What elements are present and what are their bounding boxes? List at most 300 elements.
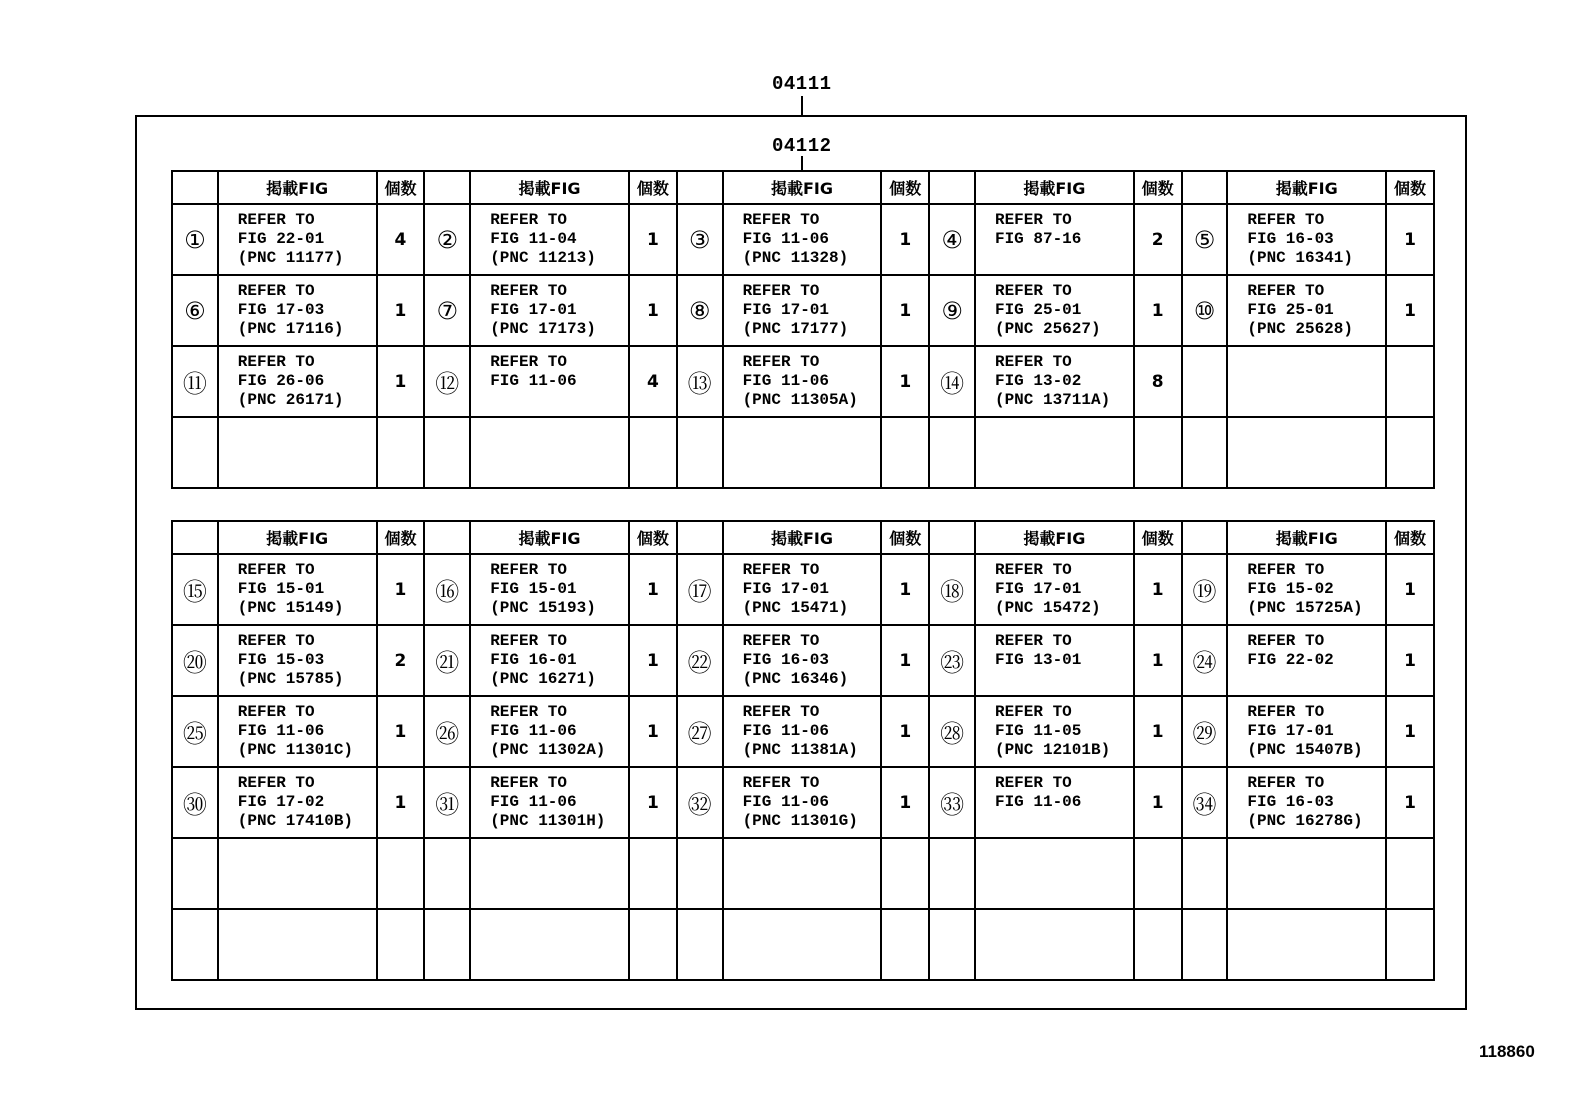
quantity: 1 xyxy=(881,767,929,838)
fig-reference-line: FIG 11-06 xyxy=(742,793,829,811)
fig-reference-line xyxy=(1247,935,1385,954)
fig-reference xyxy=(470,417,629,488)
fig-reference xyxy=(470,625,629,696)
quantity: 1 xyxy=(1134,275,1182,346)
header-fig: 掲載FIG xyxy=(1227,171,1386,204)
fig-reference xyxy=(723,625,882,696)
quantity xyxy=(629,417,677,488)
label-04111: 04111 xyxy=(772,73,832,95)
fig-reference-line: (PNC 16346) xyxy=(742,670,849,688)
fig-reference-line xyxy=(743,935,881,954)
fig-reference-line xyxy=(1247,670,1385,689)
fig-reference-line: (PNC 26171) xyxy=(237,391,344,409)
table-row xyxy=(172,625,1434,696)
header-qty: 個数 xyxy=(1134,171,1182,204)
fig-reference-line: REFER TO xyxy=(237,774,315,792)
fig-reference-line: REFER TO xyxy=(994,561,1072,579)
fig-reference xyxy=(975,346,1134,417)
fig-reference-line: REFER TO xyxy=(1247,211,1325,229)
fig-reference xyxy=(1227,204,1386,275)
header-qty: 個数 xyxy=(1386,521,1434,554)
quantity: 2 xyxy=(377,625,425,696)
quantity xyxy=(377,838,425,909)
quantity: 1 xyxy=(1386,204,1434,275)
item-number: ⑰ xyxy=(677,554,723,625)
fig-reference-line xyxy=(743,864,881,883)
fig-reference-line xyxy=(490,916,628,935)
fig-reference-line xyxy=(238,916,376,935)
fig-reference-line: (PNC 11213) xyxy=(490,249,596,267)
quantity: 1 xyxy=(1386,767,1434,838)
header-qty: 個数 xyxy=(629,171,677,204)
quantity xyxy=(377,909,425,980)
quantity: 1 xyxy=(377,767,425,838)
fig-reference-line xyxy=(995,864,1133,883)
item-number xyxy=(424,417,470,488)
fig-reference-line: REFER TO xyxy=(742,632,820,650)
fig-reference-line: FIG 87-16 xyxy=(994,230,1082,248)
quantity: 1 xyxy=(1386,275,1434,346)
quantity xyxy=(881,417,929,488)
fig-reference-line xyxy=(1247,391,1385,410)
fig-reference xyxy=(218,696,377,767)
fig-reference xyxy=(975,417,1134,488)
fig-reference-line xyxy=(238,954,376,973)
item-number: ㉞ xyxy=(1182,767,1228,838)
fig-reference xyxy=(470,696,629,767)
fig-reference xyxy=(975,909,1134,980)
item-number: ⑲ xyxy=(1182,554,1228,625)
header-index-cell xyxy=(1182,171,1228,204)
header-fig: 掲載FIG xyxy=(723,521,882,554)
fig-reference-line xyxy=(1247,353,1385,372)
fig-reference-line: REFER TO xyxy=(490,703,567,721)
item-number: ㉜ xyxy=(677,767,723,838)
quantity: 1 xyxy=(1134,767,1182,838)
fig-reference-line xyxy=(743,845,881,864)
header-qty: 個数 xyxy=(1386,171,1434,204)
header-fig: 掲載FIG xyxy=(1227,521,1386,554)
fig-reference xyxy=(975,204,1134,275)
fig-reference-line xyxy=(743,883,881,902)
quantity: 1 xyxy=(377,346,425,417)
fig-reference xyxy=(723,204,882,275)
fig-reference-line xyxy=(1247,424,1385,443)
leader-line-inner xyxy=(801,156,803,170)
fig-reference-line: REFER TO xyxy=(490,282,567,300)
fig-reference-line xyxy=(995,443,1133,462)
fig-reference-line xyxy=(490,864,628,883)
fig-reference-line: (PNC 12101B) xyxy=(994,741,1111,759)
fig-reference-line: REFER TO xyxy=(490,774,567,792)
fig-reference-line: (PNC 25628) xyxy=(1247,320,1353,338)
fig-reference-line: (PNC 11301H) xyxy=(490,812,606,830)
item-number xyxy=(677,838,723,909)
fig-reference xyxy=(723,767,882,838)
fig-reference-line: REFER TO xyxy=(1247,774,1325,792)
fig-reference-line: FIG 16-01 xyxy=(490,651,577,669)
fig-reference xyxy=(723,275,882,346)
item-number: ⑪ xyxy=(172,346,218,417)
quantity: 1 xyxy=(1134,625,1182,696)
fig-reference-line: (PNC 13711A) xyxy=(994,391,1111,409)
parts-table-1 xyxy=(171,170,1435,489)
fig-reference-line: (PNC 16278G) xyxy=(1247,812,1363,830)
fig-reference-line: REFER TO xyxy=(237,561,315,579)
fig-reference-line: FIG 16-03 xyxy=(1247,230,1334,248)
fig-reference xyxy=(1227,696,1386,767)
quantity: 1 xyxy=(1386,554,1434,625)
fig-reference-line: (PNC 17177) xyxy=(742,320,849,338)
header-index-cell xyxy=(1182,521,1228,554)
item-number xyxy=(929,417,975,488)
header-fig: 掲載FIG xyxy=(470,521,629,554)
fig-reference-line: FIG 11-06 xyxy=(490,372,577,390)
fig-reference-line xyxy=(995,812,1133,831)
fig-reference xyxy=(975,696,1134,767)
quantity: 4 xyxy=(629,346,677,417)
header-index-cell xyxy=(929,171,975,204)
fig-reference-line: (PNC 11381A) xyxy=(742,741,858,759)
fig-reference-line xyxy=(995,883,1133,902)
fig-reference-line: REFER TO xyxy=(490,561,567,579)
fig-reference xyxy=(218,204,377,275)
fig-reference-line: FIG 26-06 xyxy=(237,372,325,390)
item-number: ㉗ xyxy=(677,696,723,767)
quantity xyxy=(1386,346,1434,417)
quantity: 1 xyxy=(1386,625,1434,696)
fig-reference xyxy=(1227,275,1386,346)
fig-reference-line xyxy=(1247,845,1385,864)
fig-reference-line: REFER TO xyxy=(742,282,820,300)
item-number: ⑬ xyxy=(677,346,723,417)
fig-reference xyxy=(1227,767,1386,838)
item-number: ① xyxy=(172,204,218,275)
item-number xyxy=(172,909,218,980)
fig-reference-line: (PNC 15471) xyxy=(742,599,849,617)
item-number xyxy=(929,838,975,909)
header-fig: 掲載FIG xyxy=(218,171,377,204)
header-qty: 個数 xyxy=(881,171,929,204)
table-row xyxy=(172,838,1434,909)
quantity: 1 xyxy=(377,275,425,346)
header-row xyxy=(172,521,1434,554)
table-row xyxy=(172,275,1434,346)
fig-reference-line: (PNC 15149) xyxy=(237,599,344,617)
header-fig: 掲載FIG xyxy=(975,521,1134,554)
fig-reference-line xyxy=(995,670,1133,689)
table-row xyxy=(172,554,1434,625)
item-number xyxy=(172,838,218,909)
fig-reference-line: REFER TO xyxy=(237,353,315,371)
item-number: ⑭ xyxy=(929,346,975,417)
fig-reference-line: FIG 11-06 xyxy=(994,793,1082,811)
item-number: ㉑ xyxy=(424,625,470,696)
item-number: ⑱ xyxy=(929,554,975,625)
item-number: ⑫ xyxy=(424,346,470,417)
quantity: 1 xyxy=(881,554,929,625)
fig-reference-line xyxy=(490,443,628,462)
fig-reference-line xyxy=(238,845,376,864)
item-number: ⑯ xyxy=(424,554,470,625)
header-index-cell xyxy=(172,521,218,554)
fig-reference-line: (PNC 15785) xyxy=(237,670,344,688)
fig-reference-line xyxy=(238,424,376,443)
header-index-cell xyxy=(677,521,723,554)
fig-reference-line xyxy=(995,249,1133,268)
item-number xyxy=(1182,346,1228,417)
header-index-cell xyxy=(677,171,723,204)
quantity: 1 xyxy=(629,767,677,838)
fig-reference-line: FIG 22-02 xyxy=(1247,651,1334,669)
fig-reference-line: (PNC 16341) xyxy=(1247,249,1353,267)
fig-reference-line: REFER TO xyxy=(742,211,820,229)
fig-reference xyxy=(470,838,629,909)
fig-reference xyxy=(975,625,1134,696)
quantity: 1 xyxy=(881,625,929,696)
fig-reference-line: REFER TO xyxy=(994,353,1072,371)
fig-reference-line xyxy=(995,845,1133,864)
fig-reference xyxy=(218,767,377,838)
fig-reference xyxy=(723,346,882,417)
header-index-cell xyxy=(424,171,470,204)
header-index-cell xyxy=(172,171,218,204)
fig-reference-line xyxy=(743,916,881,935)
fig-reference-line: REFER TO xyxy=(1247,561,1325,579)
fig-reference-line xyxy=(1247,372,1385,391)
fig-reference-line: REFER TO xyxy=(994,282,1072,300)
fig-reference xyxy=(470,275,629,346)
item-number: ㉝ xyxy=(929,767,975,838)
fig-reference-line: (PNC 11301G) xyxy=(742,812,858,830)
fig-reference xyxy=(470,204,629,275)
item-number xyxy=(677,417,723,488)
fig-reference xyxy=(1227,838,1386,909)
item-number: ⑨ xyxy=(929,275,975,346)
fig-reference-line xyxy=(995,935,1133,954)
fig-reference-line: FIG 17-01 xyxy=(1247,722,1334,740)
fig-reference xyxy=(723,696,882,767)
table-row xyxy=(172,767,1434,838)
fig-reference-line xyxy=(490,391,628,410)
fig-reference-line: (PNC 11302A) xyxy=(490,741,606,759)
fig-reference-line: FIG 11-06 xyxy=(237,722,325,740)
fig-reference-line xyxy=(238,443,376,462)
fig-reference-line: (PNC 25627) xyxy=(994,320,1101,338)
fig-reference-line: FIG 15-03 xyxy=(237,651,325,669)
fig-reference xyxy=(1227,554,1386,625)
fig-reference-line: REFER TO xyxy=(994,774,1072,792)
item-number: ② xyxy=(424,204,470,275)
fig-reference-line xyxy=(1247,462,1385,481)
fig-reference-line xyxy=(743,443,881,462)
header-row xyxy=(172,171,1434,204)
item-number: ㉚ xyxy=(172,767,218,838)
fig-reference-line: REFER TO xyxy=(490,632,567,650)
fig-reference-line: REFER TO xyxy=(490,353,567,371)
fig-reference-line xyxy=(1247,443,1385,462)
fig-reference-line: (PNC 11301C) xyxy=(237,741,354,759)
header-qty: 個数 xyxy=(377,521,425,554)
fig-reference xyxy=(470,767,629,838)
fig-reference-line: FIG 11-06 xyxy=(742,230,829,248)
fig-reference-line: REFER TO xyxy=(237,703,315,721)
quantity xyxy=(881,838,929,909)
fig-reference-line: FIG 17-01 xyxy=(742,301,829,319)
item-number: ㉓ xyxy=(929,625,975,696)
fig-reference xyxy=(218,275,377,346)
quantity xyxy=(1386,417,1434,488)
fig-reference-line xyxy=(490,954,628,973)
fig-reference-line xyxy=(490,462,628,481)
quantity: 1 xyxy=(881,204,929,275)
fig-reference-line: FIG 22-01 xyxy=(237,230,325,248)
parts-table-2 xyxy=(171,520,1435,981)
item-number: ㉒ xyxy=(677,625,723,696)
fig-reference-line: REFER TO xyxy=(237,211,315,229)
item-number xyxy=(172,417,218,488)
fig-reference xyxy=(723,554,882,625)
fig-reference-line: REFER TO xyxy=(994,703,1072,721)
item-number: ③ xyxy=(677,204,723,275)
fig-reference-line: FIG 11-05 xyxy=(994,722,1082,740)
table-row xyxy=(172,417,1434,488)
fig-reference-line: (PNC 15193) xyxy=(490,599,596,617)
fig-reference-line: FIG 16-03 xyxy=(1247,793,1334,811)
fig-reference-line xyxy=(238,935,376,954)
fig-reference-line: (PNC 16271) xyxy=(490,670,596,688)
quantity: 1 xyxy=(629,204,677,275)
item-number xyxy=(424,838,470,909)
fig-reference-line: REFER TO xyxy=(1247,632,1325,650)
item-number: ㉙ xyxy=(1182,696,1228,767)
table-row xyxy=(172,696,1434,767)
header-fig: 掲載FIG xyxy=(723,171,882,204)
table-row xyxy=(172,909,1434,980)
fig-reference-line: FIG 17-01 xyxy=(490,301,577,319)
fig-reference-line: FIG 17-01 xyxy=(742,580,829,598)
fig-reference-line: (PNC 11305A) xyxy=(742,391,858,409)
fig-reference xyxy=(1227,346,1386,417)
fig-reference-line: (PNC 11177) xyxy=(237,249,344,267)
item-number: ⑩ xyxy=(1182,275,1228,346)
header-qty: 個数 xyxy=(1134,521,1182,554)
fig-reference-line xyxy=(995,916,1133,935)
fig-reference xyxy=(1227,417,1386,488)
fig-reference-line: FIG 17-01 xyxy=(994,580,1082,598)
fig-reference-line: FIG 11-04 xyxy=(490,230,577,248)
quantity: 1 xyxy=(377,554,425,625)
item-number: ⑧ xyxy=(677,275,723,346)
quantity: 1 xyxy=(881,275,929,346)
quantity: 1 xyxy=(881,696,929,767)
quantity xyxy=(377,417,425,488)
header-fig: 掲載FIG xyxy=(470,171,629,204)
fig-reference xyxy=(470,909,629,980)
fig-reference-line: FIG 15-01 xyxy=(490,580,577,598)
quantity: 4 xyxy=(377,204,425,275)
fig-reference-line: REFER TO xyxy=(237,632,315,650)
fig-reference xyxy=(975,554,1134,625)
fig-reference-line: REFER TO xyxy=(742,353,820,371)
quantity xyxy=(1134,909,1182,980)
quantity: 1 xyxy=(377,696,425,767)
fig-reference xyxy=(218,417,377,488)
fig-reference-line: (PNC 17173) xyxy=(490,320,596,338)
item-number: ⑥ xyxy=(172,275,218,346)
item-number: ㉕ xyxy=(172,696,218,767)
header-index-cell xyxy=(424,521,470,554)
item-number xyxy=(424,909,470,980)
item-number xyxy=(929,909,975,980)
fig-reference xyxy=(1227,625,1386,696)
quantity: 1 xyxy=(1134,554,1182,625)
item-number xyxy=(1182,417,1228,488)
fig-reference-line xyxy=(238,864,376,883)
fig-reference xyxy=(218,346,377,417)
fig-reference xyxy=(218,554,377,625)
fig-reference-line xyxy=(995,462,1133,481)
fig-reference-line xyxy=(490,935,628,954)
fig-reference-line: REFER TO xyxy=(1247,282,1325,300)
fig-reference-line: FIG 25-01 xyxy=(994,301,1082,319)
quantity xyxy=(629,909,677,980)
fig-reference-line: (PNC 11328) xyxy=(742,249,849,267)
fig-reference-line: FIG 16-03 xyxy=(742,651,829,669)
quantity: 1 xyxy=(629,625,677,696)
item-number: ㉔ xyxy=(1182,625,1228,696)
fig-reference xyxy=(218,909,377,980)
fig-reference-line xyxy=(1247,864,1385,883)
quantity xyxy=(1386,909,1434,980)
item-number: ㉘ xyxy=(929,696,975,767)
fig-reference xyxy=(723,838,882,909)
fig-reference-line xyxy=(743,424,881,443)
fig-reference-line: FIG 13-02 xyxy=(994,372,1082,390)
header-qty: 個数 xyxy=(881,521,929,554)
item-number xyxy=(677,909,723,980)
fig-reference-line xyxy=(490,424,628,443)
fig-reference xyxy=(470,346,629,417)
fig-reference-line: FIG 15-02 xyxy=(1247,580,1334,598)
fig-reference-line: FIG 11-06 xyxy=(742,722,829,740)
header-fig: 掲載FIG xyxy=(218,521,377,554)
quantity: 2 xyxy=(1134,204,1182,275)
fig-reference-line: FIG 15-01 xyxy=(237,580,325,598)
fig-reference-line xyxy=(995,424,1133,443)
header-fig: 掲載FIG xyxy=(975,171,1134,204)
leader-line-outer xyxy=(801,96,803,117)
fig-reference-line: (PNC 17410B) xyxy=(237,812,354,830)
fig-reference-line: REFER TO xyxy=(237,282,315,300)
fig-reference-line: REFER TO xyxy=(1247,703,1325,721)
table-row xyxy=(172,204,1434,275)
fig-reference-line: FIG 13-01 xyxy=(994,651,1082,669)
item-number: ⑳ xyxy=(172,625,218,696)
quantity: 1 xyxy=(1386,696,1434,767)
fig-reference-line: REFER TO xyxy=(742,703,820,721)
quantity: 1 xyxy=(629,696,677,767)
fig-reference xyxy=(975,838,1134,909)
item-number: ⑮ xyxy=(172,554,218,625)
fig-reference-line: (PNC 15472) xyxy=(994,599,1101,617)
fig-reference-line: REFER TO xyxy=(742,774,820,792)
quantity xyxy=(1386,838,1434,909)
document-id: 118860 xyxy=(1479,1042,1535,1061)
fig-reference xyxy=(218,625,377,696)
fig-reference-line: FIG 17-03 xyxy=(237,301,325,319)
table-row xyxy=(172,346,1434,417)
